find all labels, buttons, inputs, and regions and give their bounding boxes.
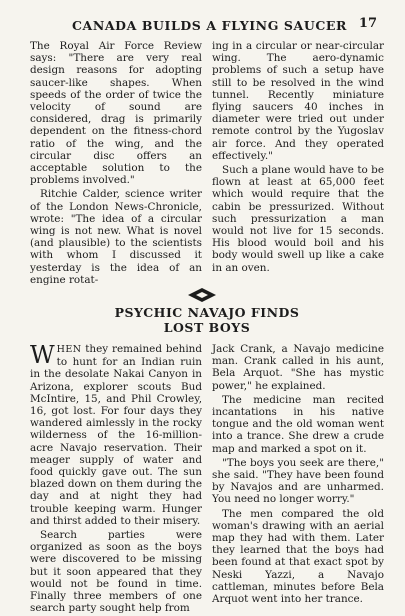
headline-line: LOST BOYS (163, 320, 251, 335)
paragraph: The men compared the old woman's drawing with an aerial map they had with them. Later they learned that the boys had been found at that exact spot by Neski Yazzi, a Navajo cattleman, minutes before Bela Arquot went into her trance. (212, 507, 384, 606)
paragraph: Such a plane would have to be flown at least at 65,000 feet which would require that the cabin be pressurized. Without such pressurization a man would not live for 15 seconds. His blood would boil and his body would swell up like a cake in an oven. (212, 164, 384, 274)
bottom-article-left-column (30, 343, 202, 616)
paragraph: ing in a circular or near-circular wing. The aero-dynamic problems of such a setup have still to be resolved in the wind tunnel. Recently miniature flying saucers 40 inches in diameter were tried out under remote control by the Yugoslav air force. And they operated effectively." (212, 40, 384, 162)
paragraph: Jack Crank, a Navajo medicine man. Crank called in his aunt, Bela Arquot. "She has mystic power," he explained. (212, 343, 384, 392)
lead-paragraph (30, 343, 202, 527)
bottom-article-right-column (212, 343, 384, 607)
headline-line: PSYCHIC NAVAJO FINDS (114, 305, 300, 320)
paragraph: The medicine man recited incantations in his native tongue and the old woman went into a trance. She drew a crude map and marked a spot on it. (212, 393, 384, 455)
ornament-divider-icon (188, 288, 216, 302)
article-headline (30, 305, 384, 335)
paragraph: Ritchie Calder, science writer of the London News-Chronicle, wrote: "The idea of a circular wing is not new. What is novel (and plausible) to the scientists with whom I discussed it yesterday is the idea of an engine rotat- (30, 188, 202, 286)
running-head: CANADA BUILDS A FLYING SAUCER (72, 18, 348, 33)
paragraph: Search parties were organized as soon as the boys were discovered to be missing but it soon appeared that they would not be found in time. Finally three members of one search party sought help from (30, 529, 202, 615)
top-article-left-column (30, 40, 202, 288)
paragraph: The Royal Air Force Review says: "There are very real design reasons for adopting saucer-like shapes. When speeds of the order of twice the velocity of sound are considered, drag is primarily dependent on the fitness-chord ratio of the wing, and the circular disc offers an acceptable solution to the problems involved." (30, 40, 202, 187)
paragraph: "The boys you seek are there," she said. "They have been found by Navajos and are unharmed. You need no longer worry." (212, 456, 384, 506)
top-article-right-column (212, 40, 384, 276)
lead-text: they remained behind to hunt for an Indian ruin in the desolate Nakai Canyon in Arizona, explorer scouts Bud McIntire, 15, and Phil Crowley, 16, got lost. For four days they wandered aimlessly in the rocky wilderness of the 16-million-acre Navajo reservation. Their meager supply of water and food quickly gave out. The sun blazed down on them during the day and at night they had trouble keeping warm. Hunger and thirst added to their misery. (30, 343, 202, 527)
lead-smallcaps: HEN (56, 344, 82, 355)
drop-cap: W (30, 341, 55, 369)
page-number: 17 (358, 16, 377, 31)
